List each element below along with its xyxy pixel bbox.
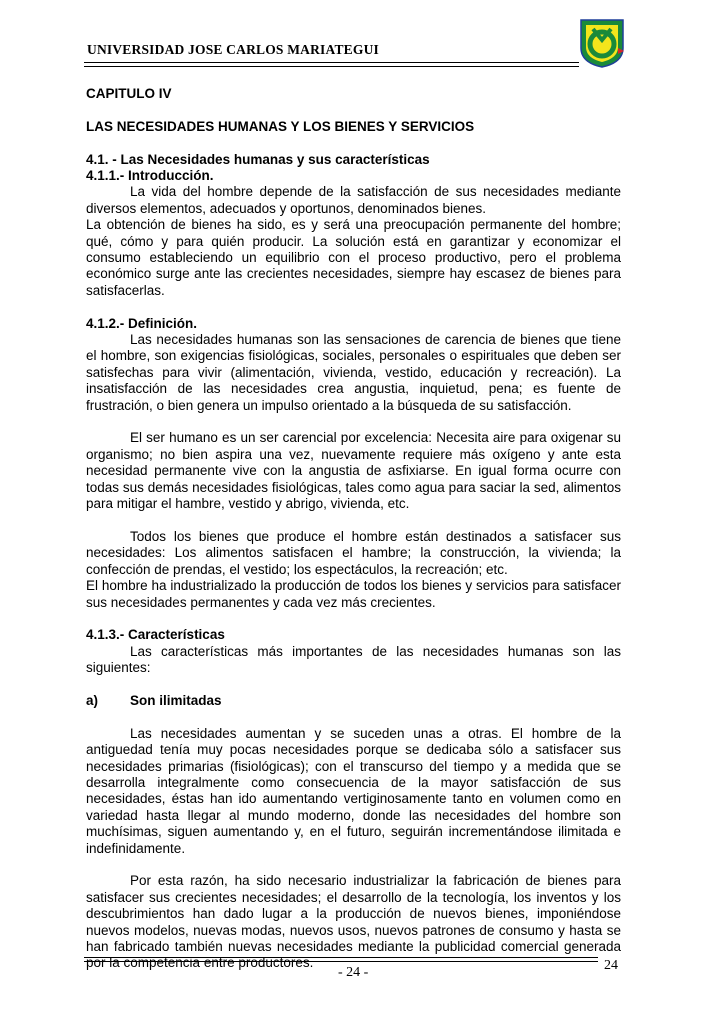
paragraph-item-a-2: Por esta razón, ha sido necesario industrializar la fabricación de bienes para satisfacer sus crecientes necesidades; el desarrollo de la tecnología, los inventos y los descubrimientos han dado lugar a la producción de nuevos bienes, imponiéndose nuevos modelos, nuevas modas, nuevos usos, nuevos patrones de consumo y hasta se han fabricado también nuevas necesidades mediante la publicidad comercial generada por la competencia entre productores. — [86, 873, 621, 971]
header-university-name: UNIVERSIDAD JOSE CARLOS MARIATEGUI — [87, 42, 379, 57]
chapter-title: LAS NECESIDADES HUMANAS Y LOS BIENES Y SERVICIOS — [86, 118, 475, 134]
section-4-1-2-title: 4.1.2.- Definición. — [86, 315, 198, 331]
footer-page-number: 24 — [604, 958, 618, 973]
header-rule-thin — [84, 66, 579, 67]
footer-page-label: - 24 - — [338, 965, 369, 980]
paragraph-item-a-1: Las necesidades aumentan y se suceden unas a otras. El hombre de la antiguedad tenía muy pocas necesidades porque se dedicaba sólo a satisfacer sus necesidades primarias (fisiológicas); con el transcurso del tiempo y a medida que se desarrolla integralmente como consecuencia de la mayor satisfacción de sus necesidades, éstas han ido aumentando vertiginosamente tanto en volumen como en variedad hasta llegar al mundo moderno, donde las necesidades del hombre son muchísimas, siguen aumentando y, en el futuro, seguirán incrementándose ilimitada e indefinidamente. — [86, 725, 621, 856]
paragraph-definition-1: Las necesidades humanas son las sensaciones de carencia de bienes que tiene el hombre, son exigencias fisiológicas, sociales, personales o espirituales que deben ser satisfechas para vivir (alimentación, vivienda, vestido, educación y recreación). La insatisfacción de las necesidades crea angustia, inquietud, pena; es fuente de frustración, o bien genera un impulso orientado a la búsqueda de su satisfacción. — [86, 332, 621, 413]
section-4-1-3-title: 4.1.3.- Características — [86, 627, 225, 643]
paragraph-intro-2: La obtención de bienes ha sido, es y será una preocupación permanente del hombre; qué, cómo y para quién producir. La solución está en garantizar y economizar el consumo estableciendo un equilibrio con el proceso productivo, pero el problema económico surge ante las crecientes necesidades, siempre hay escasez de bienes para satisfacerlas. — [86, 217, 621, 298]
university-logo — [578, 18, 626, 68]
paragraph-definition-3: Todos los bienes que produce el hombre están destinados a satisfacer sus necesidades: Los alimentos satisfacen el hambre; la construcción, la vivienda; la confección de prendas, el vestido; los espectáculos, la recreación; etc. — [86, 528, 621, 577]
paragraph-intro-1: La vida del hombre depende de la satisfacción de sus necesidades mediante diversos elementos, adecuados y oportunos, denominados bienes. — [86, 184, 621, 216]
footer-rule-thin — [84, 961, 598, 962]
section-4-1-title: 4.1. - Las Necesidades humanas y sus características — [86, 151, 430, 167]
document-body — [86, 86, 621, 972]
chapter-label: CAPITULO IV — [86, 86, 172, 101]
footer-rule — [84, 957, 598, 958]
section-4-1-1-title: 4.1.1.- Introducción. — [86, 168, 214, 183]
item-a-marker: a) — [86, 692, 99, 708]
paragraph-definition-4: El hombre ha industrializado la producción de todos los bienes y servicios para satisfacer sus necesidades permanentes y cada vez más crecientes. — [86, 578, 621, 610]
item-a-heading — [86, 693, 621, 709]
paragraph-characteristics-1: Las características más importantes de las necesidades humanas son las siguientes: — [86, 643, 621, 676]
item-a-title: Son ilimitadas — [130, 692, 222, 708]
header-rule — [84, 62, 579, 63]
paragraph-definition-2: El ser humano es un ser carencial por excelencia: Necesita aire para oxigenar su organismo; no bien aspira una vez, nuevamente requiere más oxígeno y ante esta necesidad permanente vive con la angustia de asfixiarse. En igual forma ocurre con todas sus demás necesidades fisiológicas, tales como agua para saciar la sed, alimentos para mitigar el hambre, vestido y abrigo, vivienda, etc. — [86, 430, 621, 512]
